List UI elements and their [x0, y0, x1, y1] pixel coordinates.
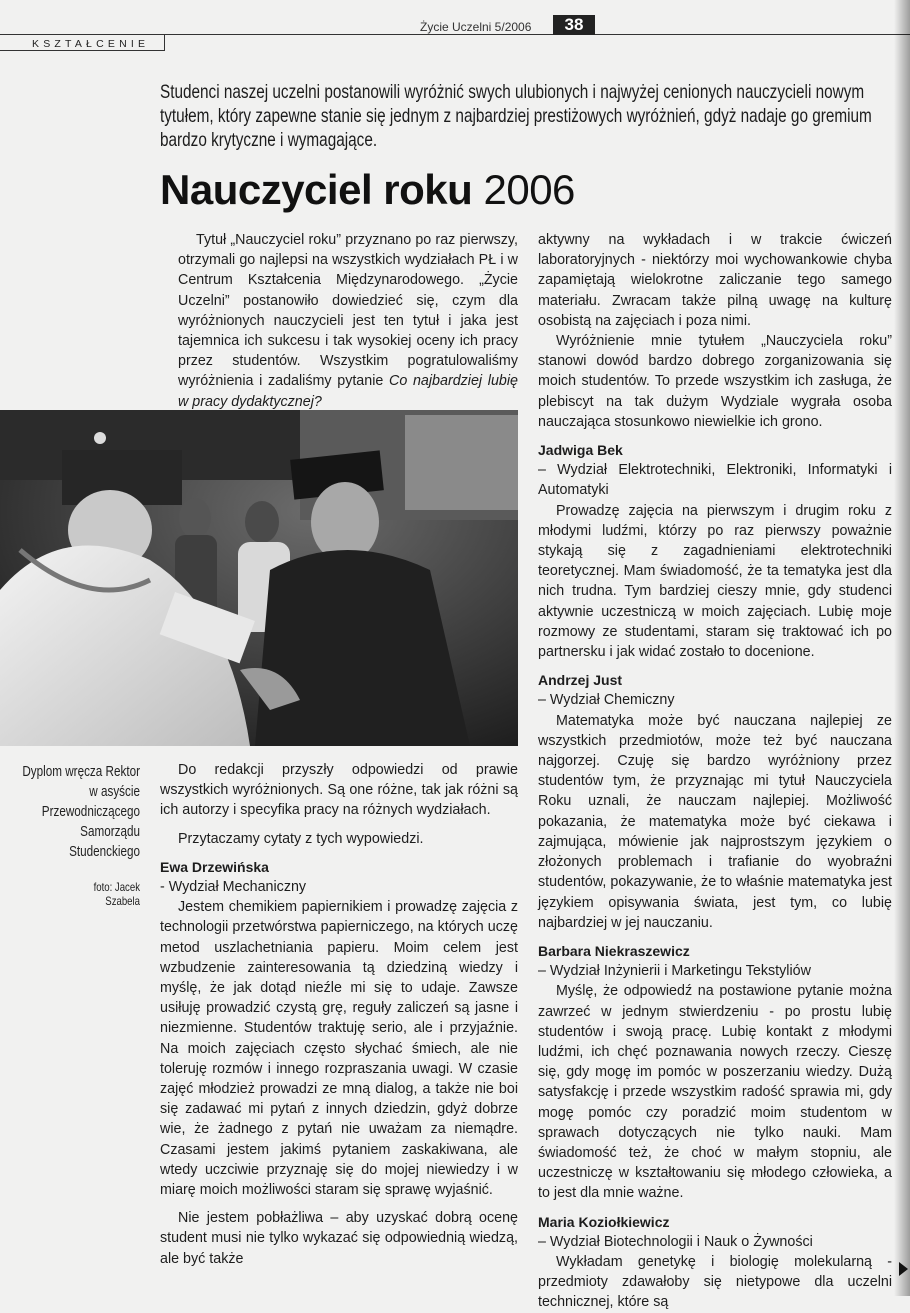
photo-credit: foto: Jacek Szabela [93, 880, 140, 908]
ceremony-photo-image [0, 410, 518, 746]
teacher-name: Ewa Drzewińska [160, 858, 269, 875]
page-edge-shadow [894, 0, 910, 1296]
right-column [538, 230, 892, 1313]
teacher-quote: Matematyka może być nauczana najlepiej ze wszystkich przedmiotów, może też być nauczana najgorzej. Czuję się bardzo wyróżniony przez studentów tym, że przyznając mi tytuł Nauczyciela Roku uznali, że nauczam najlepiej. Możliwość pokazania, że matematyka może być ciekawa i zajmująca, mówienie jak najprostszym językiem o złożonych problemach i trafianie do wyobraźni studentów, pokazywanie, że to właśnie matematyka jest językiem opisywania świata, jest tym, co lubię najbardziej w jej nauczaniu. [538, 712, 892, 931]
teacher-quote: Prowadzę zajęcia na pierwszym i drugim roku z młodymi ludźmi, którzy po raz pierwszy poważnie stykają się z zagadnieniami elektrotechniki teoretycznej. Mam świadomość, że ta tematyka jest dla nich trudna. Tym bardziej cieszy mnie, gdy studenci aktywnie uczestniczą w moich zajęciach. Lubię moje rozmowy ze studentami, staram się traktować ich po partnersku i jak widać zostało to docenione. [538, 502, 892, 661]
teacher-department: - Wydział Mechaniczny [160, 879, 307, 896]
teacher-department: – Wydział Biotechnologii i Nauk o Żywności [538, 1233, 813, 1250]
teacher-name: Barbara Niekraszewicz [538, 942, 690, 959]
teacher-quote: Jestem chemikiem papiernikiem i prowadzę zajęcia z technologii przetwórstwa papierniczego, na których uczę metod uszlachetniania papieru. Moim celem jest wzbudzenie zainteresowania tą dziedziną wiedzy i myślę, że jak dotąd nieźle mi się to udaje. Zawsze usiłuję prowadzić czystą grę, reguły zaliczeń są jasne i niezmienne. Studentów traktuję serio, ale i przyjaźnie. Na moich zajęciach często słychać śmiech, ale nie toleruję rozmów i innego rozpraszania uwagi. W czasie zajęć młodzież prowadzi ze mną dialog, a także nie boi się zadawać mi pytań z innych dziedzin, gdyż dobrze wie, że żadnego z pytań nie uważam za niemądre. Czasami jestem jakimś pytaniem zaskakiwana, ale wtedy uczciwie przyznaję się do mojej niewiedzy i w miarę moich możliwości staram się sprawę wyjaśnić. [160, 899, 518, 1199]
teacher-quote: Wykładam genetykę i biologię molekularną - przedmioty zdawałoby się nietypowe dla uczelni technicznej, które są [538, 1253, 892, 1311]
ceremony-photo [0, 410, 518, 746]
intro-text: Tytuł „Nauczyciel roku” przyznano po raz pierwszy, otrzymali go najlepsi na wszystkich wydziałach PŁ i w Centrum Kształcenia Międzynarodowego. „Życie Uczelni” postanowiło dowiedzieć się, czym dla wyróżnionych nauczycieli jest ten tytuł i jaka jest tajemnica ich sukcesu i tak wysokiej oceny ich pracy przez studentów. Wszystkim pogratulowaliśmy wyróżnienia i zadaliśmy pytanie [178, 232, 518, 390]
teacher-name: Jadwiga Bek [538, 442, 623, 459]
article-title [160, 166, 575, 214]
teacher-name: Maria Koziołkiewicz [538, 1213, 670, 1230]
paragraph: Wyróżnienie mnie tytułem „Nauczyciela roku” stanowi dowód bardzo dobrego zorganizowania się moich studentów. To przede wszystkim ich zasługa, że plebiscyt na tak dużym Wydziale wygrała osoba nauczająca stosunkowo niewielkie ich grono. [538, 333, 892, 430]
section-divider [164, 34, 165, 51]
teacher-department: – Wydział Chemiczny [538, 692, 675, 709]
photo-caption: Dyplom wręcza Rektor w asyście Przewodniczącego Samorządu Studenckiego [22, 763, 140, 860]
left-column [160, 760, 518, 1269]
title-main: Nauczyciel roku [160, 166, 473, 213]
teacher-department: – Wydział Elektrotechniki, Elektroniki, Informatyki i Automatyki [538, 462, 892, 499]
journal-issue: Życie Uczelni 5/2006 [420, 20, 532, 34]
teacher-quote: Nie jestem pobłażliwa – aby uzyskać dobrą ocenę student musi nie tylko wykazać się odpowiednią wiedzą, ale być także [160, 1210, 518, 1267]
article-intro [178, 230, 518, 412]
section-rule [0, 50, 165, 51]
intro-question: Co najbardziej lubię w pracy dydaktycznej? [178, 373, 518, 410]
page-number: 38 [553, 15, 595, 35]
paragraph: aktywny na wykładach i w trakcie ćwiczeń laboratoryjnych - niektórzy moi wychowankowie chyba zapamiętają wielokrotne zaliczanie tego samego materiału. Zwracam także pilną uwagę na kulturę osobistą na zajęciach i poza nimi. [538, 232, 892, 329]
paragraph: Przytaczamy cytaty z tych wypowiedzi. [178, 830, 424, 847]
teacher-name: Andrzej Just [538, 672, 623, 689]
section-label: KSZTAŁCENIE [32, 38, 150, 50]
teacher-department: – Wydział Inżynierii i Marketingu Tekstyliów [538, 963, 811, 980]
next-page-arrow-icon [899, 1262, 908, 1276]
header-rule [0, 34, 910, 35]
teacher-quote: Myślę, że odpowiedź na postawione pytanie można zawrzeć w jednym stwierdzeniu - po prostu lubię studentów i swoją pracę. Lubię kontakt z młodymi ludźmi, ich chęć poznawania nowych rzeczy. Cieszę się, gdy mogę im pomóc w poszerzaniu wiedzy. Dużą satysfakcję i przede wszystkim radość sprawia mi, gdy mogę pomóc czy poradzić moim studentom w sprawach dotyczących nie tylko nauki. Mam świadomość też, że choć w małym stopniu, ale uczestniczę w kształtowaniu się młodego człowieka, a to jest dla mnie ważne. [538, 983, 892, 1202]
article-lead: Studenci naszej uczelni postanowili wyróżnić swych ulubionych i najwyżej cenionych nauczycieli nowym tytułem, który zapewne stanie się jednym z najbardziej prestiżowych wyróżnień, gdyż nadaje go gremium bardzo krytyczne i wymagające. [160, 81, 872, 151]
title-year: 2006 [483, 166, 575, 213]
paragraph: Do redakcji przyszły odpowiedzi od prawie wszystkich wyróżnionych. Są one różne, tak jak różni są ich autorzy i specyfika pracy na różnych wydziałach. [160, 762, 518, 819]
